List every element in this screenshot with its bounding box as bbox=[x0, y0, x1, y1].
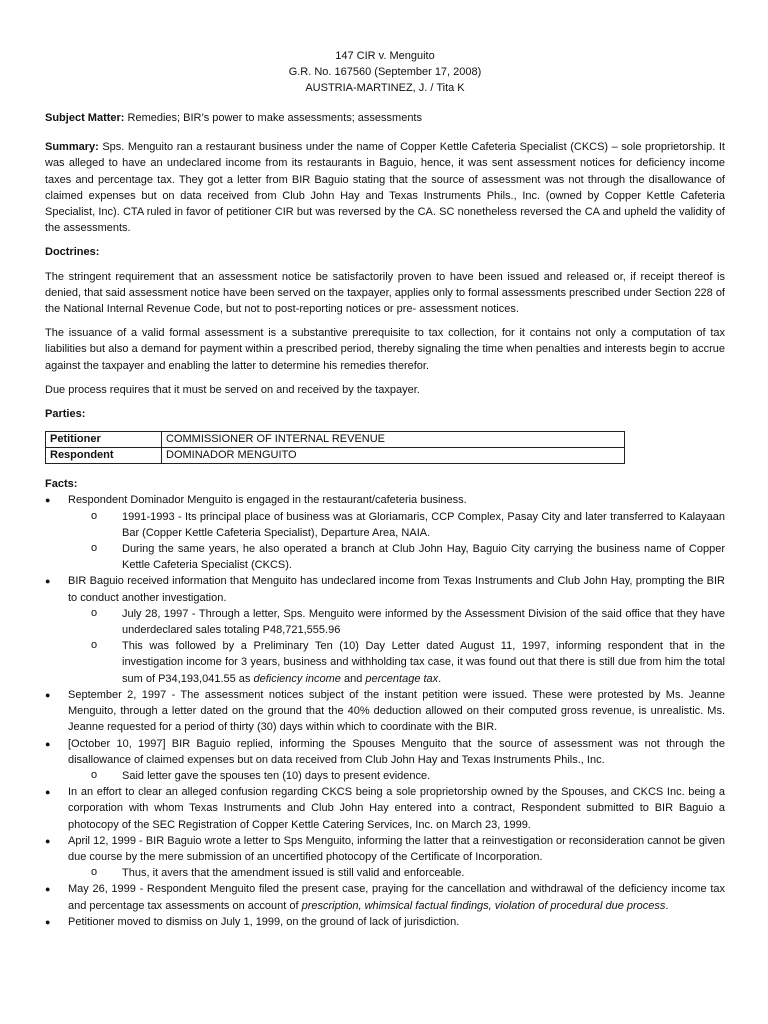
parties-heading: Parties: bbox=[45, 408, 86, 421]
case-header bbox=[45, 48, 725, 96]
list-item: ● April 12, 1999 - BIR Baguio wrote a letter to Sps Menguito, informing the latter that a reinvestigation or reconsideration cannot be given due course by the mere submission of an uncertified photocopy of the Certificate of Incorporation. bbox=[45, 833, 725, 865]
list-item: o This was followed by a Preliminary Ten (10) Day Letter dated August 11, 1997, informing respondent that in the investigation income for 3 years, business and withholding tax case, it was found out that there is still due from him the total sum of P34,193,041.55 as deficiency income and percentage tax. bbox=[45, 638, 725, 687]
facts-list bbox=[45, 492, 725, 929]
list-item: ● Petitioner moved to dismiss on July 1, 1999, on the ground of lack of jurisdiction. bbox=[45, 914, 725, 930]
case-number: G.R. No. 167560 (September 17, 2008) bbox=[288, 66, 482, 78]
list-item: ● September 2, 1997 - The assessment notices subject of the instant petition were issued. These were protested by Ms. Jeanne Menguito, through a letter dated on the ground that the 40% deduction allowed on their computed gross revenue, is unrealistic. Ms. Jeanne requested for a period of thirty (30) days within which to coordinate with the BIR. bbox=[45, 687, 725, 736]
doctrine-paragraph: The issuance of a valid formal assessment is a substantive prerequisite to tax collection, for it contains not only a computation of tax liabilities but also a demand for payment within a prescribed period, thereby signaling the time when penalties and interests begin to accrue against the taxpayer and enabling the latter to determine his remedies therefor. bbox=[45, 327, 725, 372]
party-name: COMMISSIONER OF INTERNAL REVENUE bbox=[162, 432, 625, 448]
doctrines-heading: Doctrines: bbox=[45, 246, 100, 259]
case-title: 147 CIR v. Menguito bbox=[335, 50, 435, 62]
facts-heading: Facts: bbox=[45, 478, 78, 491]
list-item: ● BIR Baguio received information that Menguito has undeclared income from Texas Instruments and Club John Hay, prompting the BIR to conduct another investigation. bbox=[45, 573, 725, 605]
case-ponente: AUSTRIA-MARTINEZ, J. / Tita K bbox=[305, 82, 465, 94]
document-page bbox=[45, 48, 725, 930]
summary-text: Sps. Menguito ran a restaurant business under the name of Copper Kettle Cafeteria Specialist (CKCS) – sole proprietorship. It was alleged to have an undeclared income from its restaurants in Baguio, hence, it was sent assessment notices for deficiency income taxes and percentage tax. They got a letter from BIR Baguio stating that the source of assessment was not through the disallowance of claimed expenses but on data received from Club John Hay and Texas Instruments Phils., Inc. (owned by Copper Kettle Cafeteria Specialist, Inc). CTA ruled in favor of petitioner CIR but was reversed by the CA. SC nonetheless reversed the CA and upheld the validity of the assessments. bbox=[45, 141, 725, 235]
list-item: o 1991-1993 - Its principal place of business was at Gloriamaris, CCP Complex, Pasay City and later transferred to Kalayaan Bar (Copper Kettle Cafeteria Specialist), Departure Area, NAIA. bbox=[45, 509, 725, 541]
table-row bbox=[46, 432, 625, 448]
list-item: o Thus, it avers that the amendment issued is still valid and enforceable. bbox=[45, 865, 725, 881]
list-item: ● In an effort to clear an alleged confusion regarding CKCS being a sole proprietorship owned by the Spouses, and CKCS Inc. being a corporation with whom Texas Instruments and Club John Hay entered into a contract, Respondent submitted to BIR Baguio a photocopy of the SEC Registration of Copper Kettle Catering Services, Inc. on March 23, 1999. bbox=[45, 784, 725, 833]
summary-label: Summary: bbox=[45, 141, 99, 154]
list-item: ● [October 10, 1997] BIR Baguio replied, informing the Spouses Menguito that the source of assessment was not through the disallowance of claimed expenses but on data received from Club John Hay and Texas Instruments Phils., Inc. bbox=[45, 736, 725, 768]
list-item: o July 28, 1997 - Through a letter, Sps. Menguito were informed by the Assessment Division of the said office that they have underdeclared sales totaling P48,721,555.96 bbox=[45, 606, 725, 638]
list-item: ● May 26, 1999 - Respondent Menguito filed the present case, praying for the cancellation and withdrawal of the deficiency income tax and percentage tax assessments on account of prescription, whimsical factual findings, violation of procedural due process. bbox=[45, 881, 725, 913]
parties-table bbox=[45, 431, 625, 464]
table-row bbox=[46, 448, 625, 464]
list-item: o Said letter gave the spouses ten (10) days to present evidence. bbox=[45, 768, 725, 784]
subject-text: Remedies; BIR’s power to make assessments; assessments bbox=[124, 112, 422, 124]
doctrine-paragraph: Due process requires that it must be served on and received by the taxpayer. bbox=[45, 383, 420, 396]
list-item: o During the same years, he also operated a branch at Club John Hay, Baguio City carrying the business name of Copper Kettle Cafeteria Specialist (CKCS). bbox=[45, 541, 725, 573]
summary bbox=[45, 139, 725, 236]
party-role: Petitioner bbox=[46, 432, 162, 448]
list-item: ● Respondent Dominador Menguito is engaged in the restaurant/cafeteria business. bbox=[45, 492, 725, 508]
subject-matter bbox=[45, 110, 725, 126]
subject-label: Subject Matter: bbox=[45, 112, 125, 124]
party-name: DOMINADOR MENGUITO bbox=[162, 448, 625, 464]
party-role: Respondent bbox=[46, 448, 162, 464]
doctrine-paragraph: The stringent requirement that an assessment notice be satisfactorily proven to have been issued and released or, if receipt thereof is denied, that said assessment notice have been served on the taxpayer, applies only to formal assessments prescribed under Section 228 of the National Internal Revenue Code, but not to post-reporting notices or pre- assessment notices. bbox=[45, 270, 725, 316]
